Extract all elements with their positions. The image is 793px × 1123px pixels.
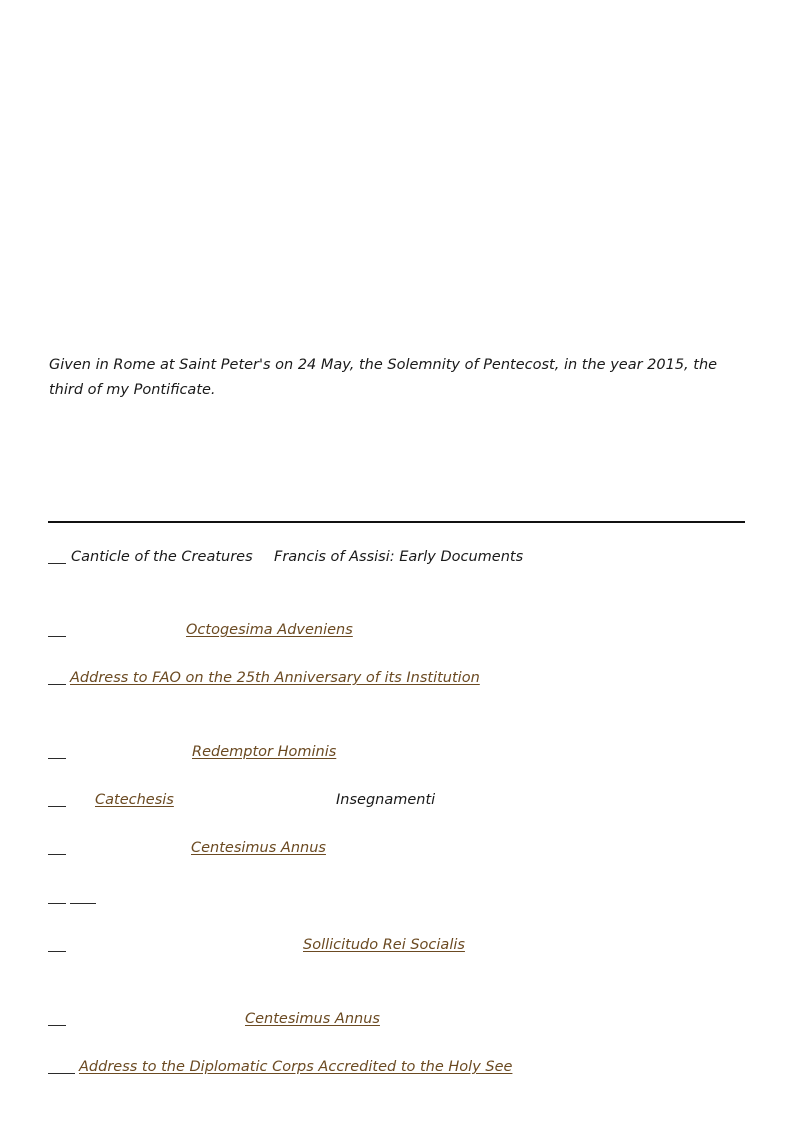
footnote-number[interactable] [48,1009,66,1026]
footnote-separator [48,521,745,523]
footnote-source: Francis of Assisi: Early Documents [274,549,524,565]
footnote-number[interactable] [48,935,66,952]
footnote-link[interactable]: Catechesis [95,792,174,808]
footnote-number[interactable] [48,1057,75,1074]
footnote-number[interactable] [48,790,66,807]
footnote-link[interactable]: Centesimus Annus [191,840,326,856]
footnote-5 [48,790,436,813]
footnote-3 [48,668,480,691]
footnote-link[interactable]: Centesimus Annus [245,1011,380,1027]
footnote-number[interactable] [48,887,66,904]
footnote-number[interactable] [48,742,66,759]
footnote-10 [48,1057,513,1080]
footnote-4 [48,742,337,765]
footnote-link[interactable]: Redemptor Hominis [192,744,337,760]
footnote-link[interactable]: Address to FAO on the 25th Anniversary of its Institution [70,670,480,686]
footnote-link[interactable]: Sollicitudo Rei Socialis [303,937,465,953]
footnote-source: Insegnamenti [336,792,436,808]
footnote-number[interactable] [48,620,66,637]
footnote-number[interactable] [48,838,66,855]
footnote-link[interactable]: Address to the Diplomatic Corps Accredited to the Holy See [79,1059,513,1075]
footnote-reference-marker[interactable] [70,887,96,904]
footnote-9 [48,1009,380,1032]
footnote-link[interactable]: Octogesima Adveniens [186,622,353,638]
footnote-7 [48,887,66,910]
footnote-1 [48,547,524,570]
footnote-6 [48,838,326,861]
footnote-title: Canticle of the Creatures [71,549,253,565]
footnote-number[interactable] [48,547,66,564]
footnote-8 [48,935,465,958]
footnote-number[interactable] [48,668,66,685]
closing-paragraph: Given in Rome at Saint Peter's on 24 May, the Solemnity of Pentecost, in the year 2015, the third of my Pontificate. [49,357,718,398]
footnote-2 [48,620,353,643]
